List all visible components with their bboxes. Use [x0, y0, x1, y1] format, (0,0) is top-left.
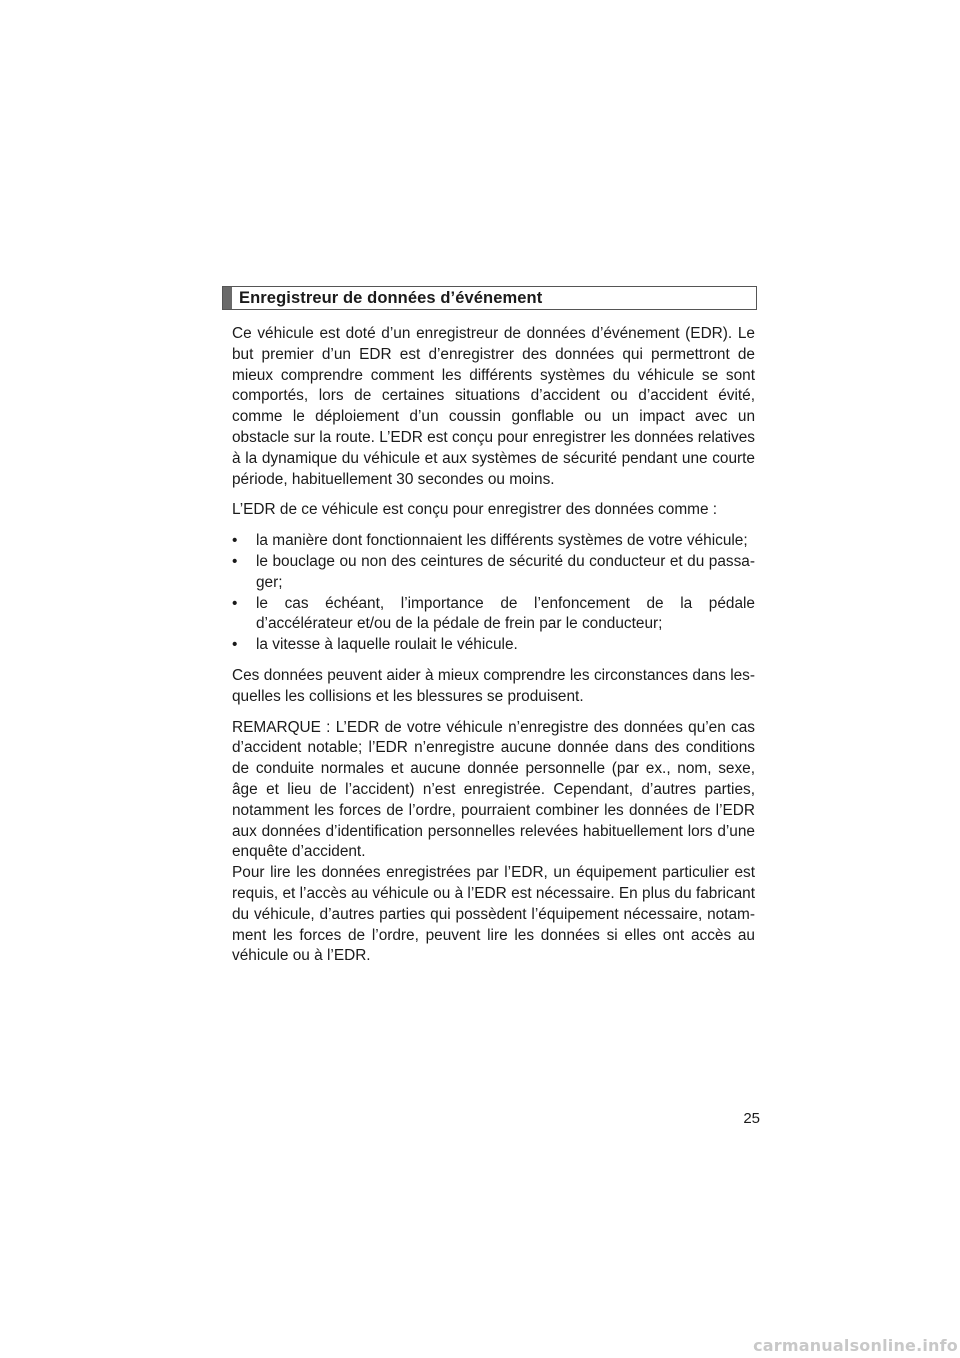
- list-item-text: le cas échéant, l’importance de l’enfoncement de la pédale d’accélérateur et/ou de la pédale de frein par le conducteur;: [256, 594, 755, 633]
- bullet-marker: •: [232, 636, 238, 654]
- list-item-text: le bouclage ou non des ceintures de sécurité du conducteur et du passa-ger;: [256, 552, 755, 591]
- bullet-marker: •: [232, 594, 238, 612]
- page-number: 25: [743, 1110, 760, 1127]
- list-item: [232, 594, 755, 636]
- list-item-text: la vitesse à laquelle roulait le véhicule.: [256, 636, 518, 654]
- paragraph-circumstances: Ces données peuvent aider à mieux comprendre les circonstances dans les-quelles les collisions et les blessures se produisent.: [232, 666, 755, 705]
- list-item: [232, 552, 755, 594]
- bullet-marker: •: [232, 532, 238, 550]
- paragraph-list-intro: L’EDR de ce véhicule est conçu pour enregistrer des données comme :: [232, 501, 718, 519]
- section-header-bar: [223, 287, 232, 309]
- paragraph-reading-data: Pour lire les données enregistrées par l’EDR, un équipement particulier est requis, et l’accès au véhicule ou à l’EDR est nécessaire. En plus du fabricant du véhicule, d’autres parties qui possèdent l’équipement nécessaire, notam-ment les forces de l’ordre, peuvent lire les données si elles ont accès au véhicule ou à l’EDR.: [232, 864, 755, 965]
- section-title: Enregistreur de données d’événement: [239, 288, 543, 307]
- paragraph-remark: REMARQUE : L’EDR de votre véhicule n’enregistre des données qu’en cas d’accident notable; l’EDR n’enregistre aucune donnée dans des conditions de conduite normales et aucune donnée personnelle (par ex., nom, sexe, âge et lieu de l’accident) n’est enregistrée. Cependant, d’autres parties, notamment les forces de l’ordre, pourraient combiner les données de l’EDR aux données d’identification personnelles relevées habituellement lors d’une enquête d’accident.: [232, 718, 755, 861]
- body-text: [232, 324, 755, 967]
- list-item-text: la manière dont fonctionnaient les différents systèmes de votre véhicule;: [256, 532, 748, 550]
- watermark: carmanualsonline.info: [753, 1336, 958, 1355]
- list-item: [232, 531, 755, 552]
- list-item: [232, 635, 755, 656]
- section-header: [222, 286, 757, 310]
- paragraph-intro: Ce véhicule est doté d’un enregistreur de données d’événement (EDR). Le but premier d’un EDR est d’enregistrer des données qui permettront de mieux comprendre comment les différents systèmes du véhicule se sont comportés, lors de certaines situations d’accident ou d’accident évité, comme le déploiement d’un coussin gonflable ou un impact avec un obstacle sur la route. L’EDR est conçu pour enregistrer les données relatives à la dynamique du véhicule et aux systèmes de sécurité pendant une courte période, habituellement 30 secondes ou moins.: [232, 325, 755, 488]
- bullet-marker: •: [232, 552, 238, 570]
- data-list: [232, 531, 755, 656]
